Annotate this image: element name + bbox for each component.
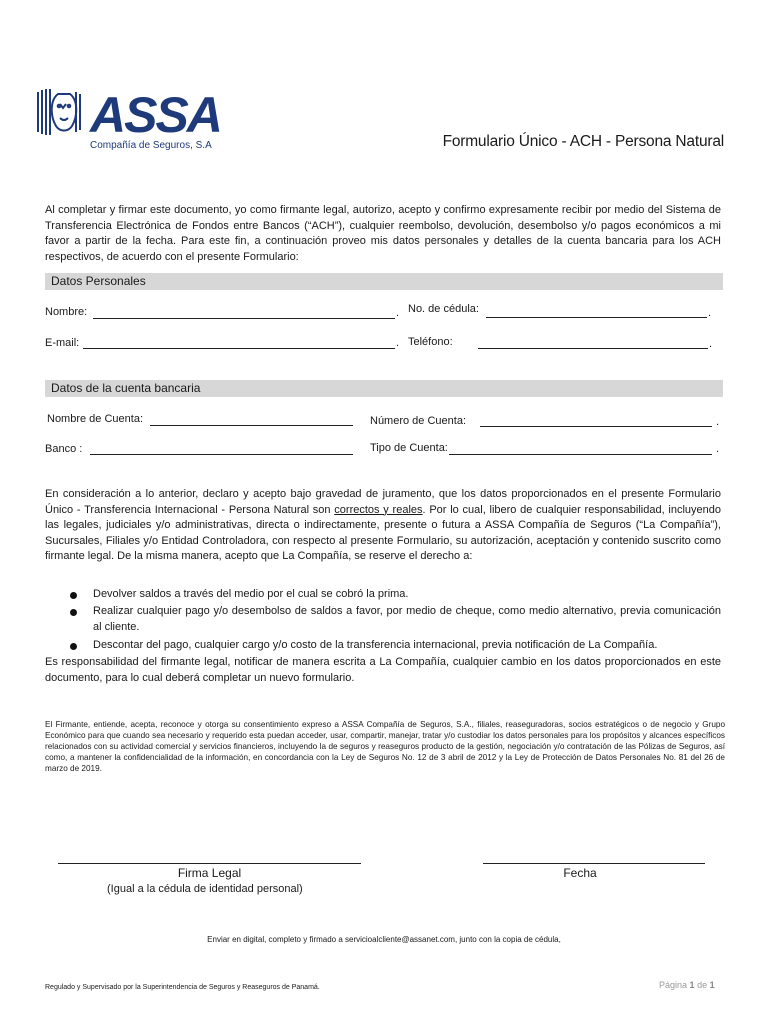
document-title: Formulario Único - ACH - Persona Natural <box>442 133 724 150</box>
phone-field[interactable] <box>478 348 708 349</box>
phone-label: Teléfono: <box>408 336 453 348</box>
email-field[interactable] <box>83 348 395 349</box>
date-line[interactable] <box>483 863 705 864</box>
rights-list: Devolver saldos a través del medio por el cual se cobró la prima. Realizar cualquier pago y/o desembolso de saldos a favor, por medio de cheque, como medio alternativo, previa comunicación al cliente. Descontar del pago, cualquier cargo y/o costo de la transferencia internacional, previa notificación de La Compañía. <box>45 587 721 649</box>
bank-field[interactable] <box>90 454 353 455</box>
email-label: E-mail: <box>45 337 80 349</box>
bullet-icon <box>70 592 77 599</box>
signature-label: Firma Legal <box>177 866 242 880</box>
account-name-label: Nombre de Cuenta: <box>47 413 143 425</box>
bank-label: Banco : <box>45 443 83 455</box>
account-number-field[interactable] <box>480 426 712 427</box>
declaration-paragraph: En consideración a lo anterior, declaro y acepto bajo gravedad de juramento, que los datos proporcionados en el presente Formulario Único - Transferencia Internacional - Persona Natural son correctos y reales. Por lo cual, libero de cualquier responsabilidad, incluyendo las legales, judiciales y/o administrativas, directa o indirectamente, presente o futura a ASSA Compañía de Seguros (“La Compañía”), Sucursales, Filiales y/o Entidad Controladora, con respecto al presente Formulario, su autorización, aceptación y contenido suscrito como firmante legal. De la misma manera, acepto que La Compañía, se reserve el derecho a: <box>45 488 722 562</box>
responsibility-paragraph: Es responsabilidad del firmante legal, notificar de manera escrita a La Compañía, cualquier cambio en los datos proporcionados en este documento, para lo cual deberá completar un nuevo formulario. <box>45 656 721 684</box>
section-personal-data: Datos Personales <box>45 273 723 290</box>
bullet-icon <box>70 643 77 650</box>
name-label: Nombre: <box>45 306 88 318</box>
bullet-icon <box>70 609 77 616</box>
intro-paragraph: Al completar y firmar este documento, yo como firmante legal, autorizo, acepto y confirmo expresamente recibir por medio del Sistema de Transferencia Electrónica de Fondos entre Bancos (“ACH”), cualquier reembolso, devolución, desembolso y/o pagos económicos a mi favor a partir de la fecha. Para este fin, a continuación proveo mis datos personales y detalles de la cuenta bancaria para los ACH respectivos, de acuerdo con el presente Formulario: <box>45 204 721 263</box>
account-name-field[interactable] <box>150 425 353 426</box>
section-bank-data: Datos de la cuenta bancaria <box>45 380 723 397</box>
signature-line[interactable] <box>58 863 361 864</box>
signature-note: (Igual a la cédula de identidad personal) <box>107 883 303 895</box>
id-number-label: No. de cédula: <box>408 303 479 315</box>
name-field[interactable] <box>93 318 395 319</box>
logo-subtitle: Compañía de Seguros, S.A <box>90 140 212 151</box>
account-number-label: Número de Cuenta: <box>370 415 466 427</box>
correct-and-real-emphasis: correctos y reales <box>334 503 423 516</box>
id-number-field[interactable] <box>486 317 707 318</box>
send-instructions: Enviar en digital, completo y firmado a servicioalcliente@assanet.com, junto con la copia de cédula, <box>207 935 561 944</box>
data-consent-paragraph: El Firmante, entiende, acepta, reconoce y otorga su consentimiento expreso a ASSA Compañía de Seguros, S.A., filiales, reaseguradoras, socios estratégicos o de negocio y Grupo Económico para que cuando sea necesario y requerido esta puedan acceder, usar, compartir, manejar, tratar y/o custodiar los datos personales para los propósitos y alcances específicos relacionados con su actividad comercial y servicios financieros, incluyendo la de seguros y reaseguros producto de la gestión, negociación y/o contratación de las Pólizas de Seguros, así como, a mantener la confidencialidad de la información, en concordancia con la Ley de Seguros No. 12 de 3 abril de 2012 y la Ley de Protección de Datos Personales No. 81 del 26 de marzo de 2019. <box>45 720 725 773</box>
date-label: Fecha <box>563 866 597 880</box>
account-type-field[interactable] <box>449 454 712 455</box>
regulator-footer: Regulado y Supervisado por la Superintendencia de Seguros y Reaseguros de Panamá. <box>45 984 320 991</box>
lion-emblem-icon <box>36 88 84 136</box>
page-number: Página 1 de 1 <box>659 980 715 990</box>
assa-wordmark: ASSA <box>90 87 221 143</box>
account-type-label: Tipo de Cuenta: <box>370 442 448 454</box>
